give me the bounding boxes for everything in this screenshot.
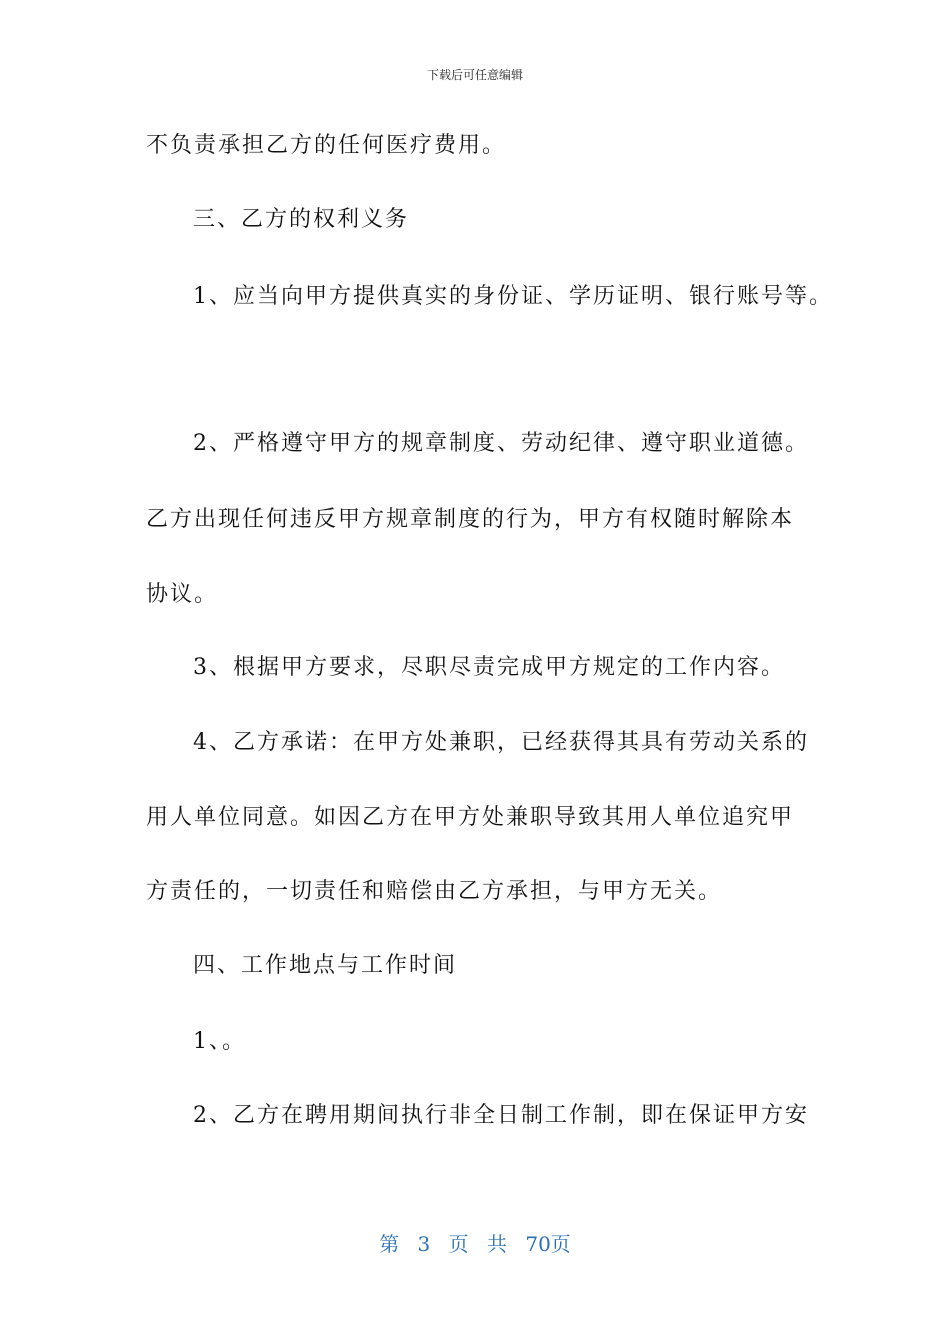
footer-di: 第	[379, 1232, 400, 1256]
text-line: 1、。	[193, 1029, 246, 1054]
text-line: 乙方出现任何违反甲方规章制度的行为，甲方有权随时解除本	[146, 507, 795, 532]
footer-ye: 页	[448, 1232, 469, 1256]
text-line: 不负责承担乙方的任何医疗费用。	[146, 133, 507, 158]
footer-gong: 共	[487, 1232, 507, 1256]
section-heading: 四、工作地点与工作时间	[193, 953, 458, 978]
section-heading: 三、乙方的权利义务	[193, 207, 410, 232]
text-line: 3、根据甲方要求，尽职尽责完成甲方规定的工作内容。	[193, 655, 785, 680]
footer-page-number: 3	[417, 1232, 431, 1256]
footer-total-pages: 70页	[525, 1232, 571, 1256]
text-line: 2、乙方在聘用期间执行非全日制工作制，即在保证甲方安	[193, 1103, 809, 1128]
page-footer	[0, 1228, 950, 1257]
page-header: 下载后可任意编辑	[426, 68, 523, 82]
text-line: 方责任的，一切责任和赔偿由乙方承担，与甲方无关。	[146, 879, 723, 904]
text-line: 用人单位同意。如因乙方在甲方处兼职导致其用人单位追究甲	[146, 805, 795, 830]
text-line: 1、应当向甲方提供真实的身份证、学历证明、银行账号等。	[193, 284, 833, 309]
text-line: 协议。	[146, 582, 219, 607]
text-line: 2、严格遵守甲方的规章制度、劳动纪律、遵守职业道德。	[193, 431, 809, 456]
text-line: 4、乙方承诺：在甲方处兼职，已经获得其具有劳动关系的	[193, 730, 809, 755]
